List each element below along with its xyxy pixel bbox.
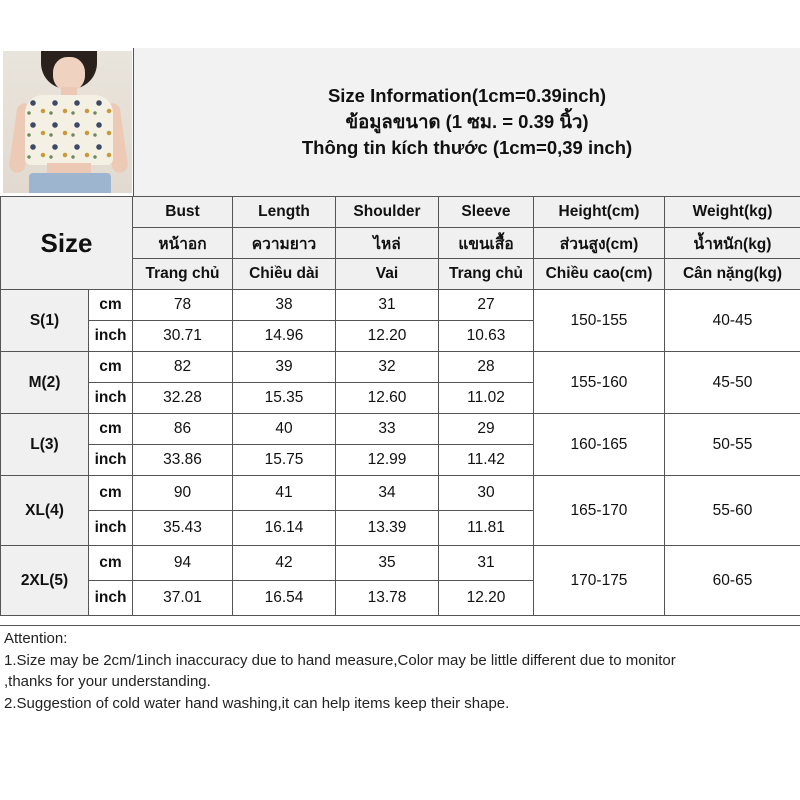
table-row	[1, 352, 800, 383]
col-header-bust-vi: Trang chủ	[133, 259, 233, 290]
measurement-cell-cm: 39	[233, 352, 336, 383]
col-header-sleeve-vi: Trang chủ	[439, 259, 534, 290]
col-header-bust-thai: หน้าอก	[133, 228, 233, 259]
weight-range-cell: 40-45	[665, 290, 800, 352]
title-english: Size Information(1cm=0.39inch)	[327, 85, 607, 106]
height-range-cell: 160-165	[534, 414, 665, 476]
col-header-weight-thai: น้ำหนัก(kg)	[665, 228, 800, 259]
size-chart-table	[0, 196, 800, 616]
unit-label-cm: cm	[89, 414, 133, 445]
measurement-cell-cm: 41	[233, 476, 336, 511]
measurement-cell-inch: 14.96	[233, 321, 336, 352]
col-header-bust: Bust	[133, 197, 233, 228]
attention-note-1: 1.Size may be 2cm/1inch inaccuracy due to hand measure,Color may be little different due to monitor	[4, 651, 676, 669]
measurement-cell-cm: 35	[336, 546, 439, 581]
measurement-cell-inch: 12.60	[336, 383, 439, 414]
measurement-cell-inch: 35.43	[133, 511, 233, 546]
measurement-cell-inch: 30.71	[133, 321, 233, 352]
col-header-height-thai: ส่วนสูง(cm)	[534, 228, 665, 259]
size-label: XL(4)	[1, 476, 89, 546]
title-vietnamese: Thông tin kích thước (1cm=0,39 inch)	[301, 137, 633, 158]
measurement-cell-inch: 15.35	[233, 383, 336, 414]
unit-label-inch: inch	[89, 445, 133, 476]
measurement-cell-cm: 29	[439, 414, 534, 445]
col-header-shoulder: Shoulder	[336, 197, 439, 228]
col-header-shoulder-vi: Vai	[336, 259, 439, 290]
measurement-cell-inch: 11.02	[439, 383, 534, 414]
measurement-cell-inch: 12.99	[336, 445, 439, 476]
unit-label-cm: cm	[89, 476, 133, 511]
header-section	[0, 48, 800, 196]
product-photo	[3, 51, 132, 193]
measurement-cell-cm: 30	[439, 476, 534, 511]
unit-label-inch: inch	[89, 383, 133, 414]
table-row	[1, 290, 800, 321]
measurement-cell-cm: 33	[336, 414, 439, 445]
measurement-cell-cm: 28	[439, 352, 534, 383]
height-range-cell: 170-175	[534, 546, 665, 616]
attention-notes	[0, 625, 800, 800]
weight-range-cell: 45-50	[665, 352, 800, 414]
attention-heading: Attention:	[4, 630, 68, 647]
col-header-height-vi: Chiều cao(cm)	[534, 259, 665, 290]
measurement-cell-cm: 78	[133, 290, 233, 321]
size-label: 2XL(5)	[1, 546, 89, 616]
measurement-cell-inch: 32.28	[133, 383, 233, 414]
measurement-cell-cm: 82	[133, 352, 233, 383]
weight-range-cell: 50-55	[665, 414, 800, 476]
size-label: L(3)	[1, 414, 89, 476]
unit-label-inch: inch	[89, 581, 133, 616]
col-header-height: Height(cm)	[534, 197, 665, 228]
measurement-cell-inch: 11.42	[439, 445, 534, 476]
measurement-cell-inch: 10.63	[439, 321, 534, 352]
height-range-cell: 155-160	[534, 352, 665, 414]
unit-label-cm: cm	[89, 352, 133, 383]
measurement-cell-cm: 31	[336, 290, 439, 321]
unit-label-inch: inch	[89, 321, 133, 352]
col-header-length: Length	[233, 197, 336, 228]
size-info-title	[133, 48, 800, 196]
col-header-weight-vi: Cân nặng(kg)	[665, 259, 800, 290]
measurement-cell-cm: 42	[233, 546, 336, 581]
table-row	[1, 546, 800, 581]
col-header-sleeve-thai: แขนเสื้อ	[439, 228, 534, 259]
unit-label-cm: cm	[89, 290, 133, 321]
size-column-header: Size	[1, 197, 133, 290]
measurement-cell-cm: 27	[439, 290, 534, 321]
measurement-cell-inch: 15.75	[233, 445, 336, 476]
measurement-cell-inch: 11.81	[439, 511, 534, 546]
col-header-sleeve: Sleeve	[439, 197, 534, 228]
weight-range-cell: 55-60	[665, 476, 800, 546]
attention-note-2: 2.Suggestion of cold water hand washing,it can help items keep their shape.	[4, 694, 510, 712]
header-row-english	[1, 197, 800, 228]
col-header-length-thai: ความยาว	[233, 228, 336, 259]
measurement-cell-inch: 37.01	[133, 581, 233, 616]
measurement-cell-cm: 38	[233, 290, 336, 321]
measurement-cell-inch: 13.78	[336, 581, 439, 616]
measurement-cell-cm: 40	[233, 414, 336, 445]
col-header-length-vi: Chiều dài	[233, 259, 336, 290]
measurement-cell-cm: 94	[133, 546, 233, 581]
size-label: M(2)	[1, 352, 89, 414]
measurement-cell-cm: 86	[133, 414, 233, 445]
table-row	[1, 414, 800, 445]
size-label: S(1)	[1, 290, 89, 352]
measurement-cell-cm: 32	[336, 352, 439, 383]
measurement-cell-inch: 33.86	[133, 445, 233, 476]
col-header-shoulder-thai: ไหล่	[336, 228, 439, 259]
height-range-cell: 165-170	[534, 476, 665, 546]
measurement-cell-cm: 34	[336, 476, 439, 511]
height-range-cell: 150-155	[534, 290, 665, 352]
table-row	[1, 476, 800, 511]
measurement-cell-inch: 16.14	[233, 511, 336, 546]
unit-label-cm: cm	[89, 546, 133, 581]
measurement-cell-inch: 12.20	[439, 581, 534, 616]
title-thai: ข้อมูลขนาด (1 ซม. = 0.39 นิ้ว)	[345, 111, 589, 132]
attention-note-1-continued: ,thanks for your understanding.	[4, 673, 211, 690]
measurement-cell-inch: 16.54	[233, 581, 336, 616]
measurement-cell-cm: 90	[133, 476, 233, 511]
measurement-cell-inch: 12.20	[336, 321, 439, 352]
measurement-cell-cm: 31	[439, 546, 534, 581]
measurement-cell-inch: 13.39	[336, 511, 439, 546]
unit-label-inch: inch	[89, 511, 133, 546]
weight-range-cell: 60-65	[665, 546, 800, 616]
col-header-weight: Weight(kg)	[665, 197, 800, 228]
